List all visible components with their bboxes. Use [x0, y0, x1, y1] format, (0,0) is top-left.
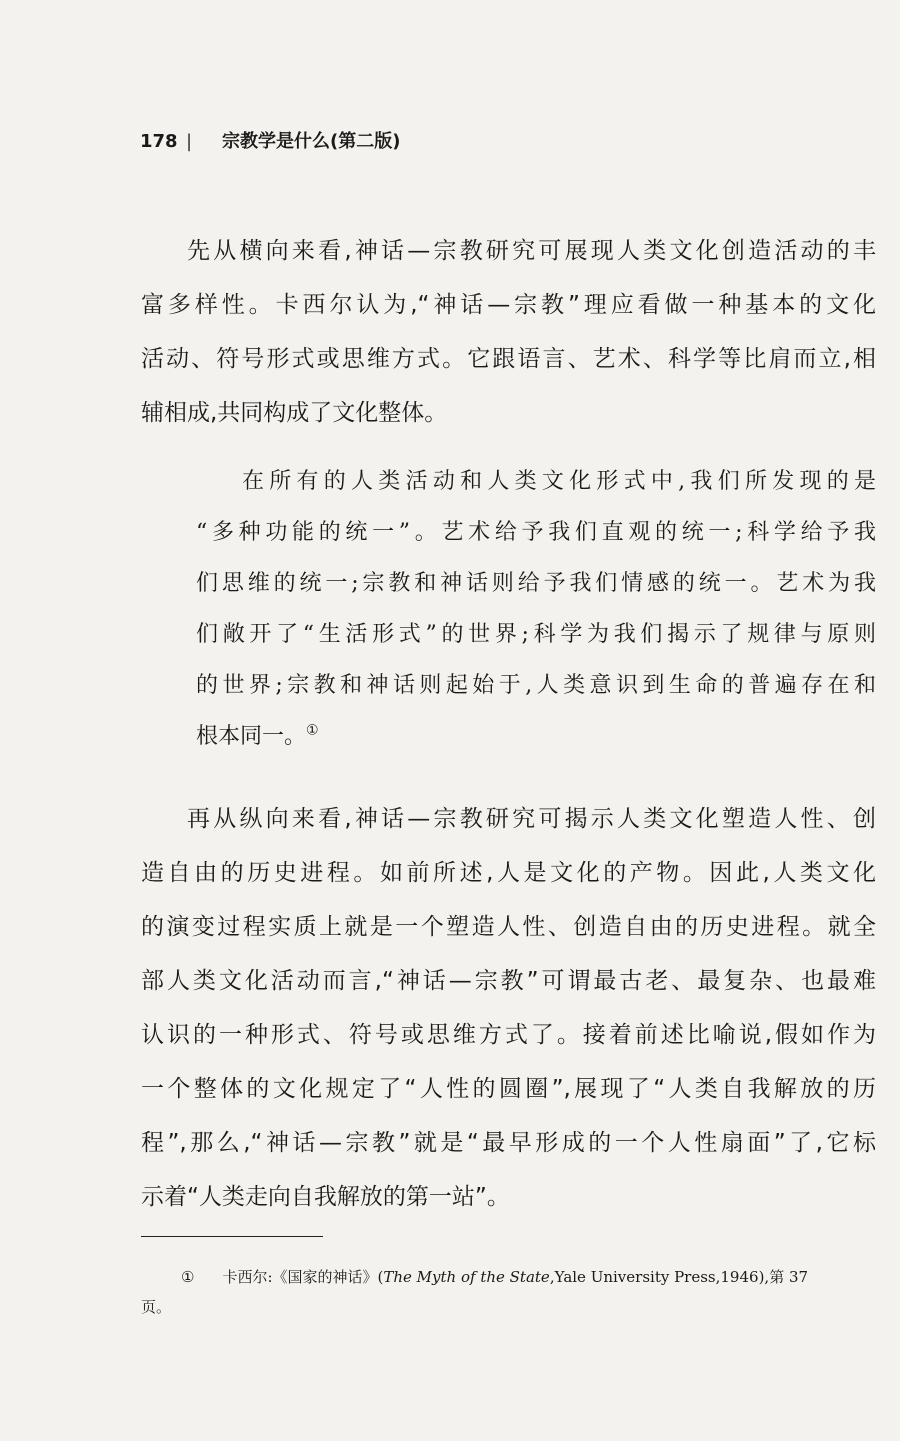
quote-line-final [196, 711, 876, 762]
paragraph-line: 辅相成,共同构成了文化整体。 [141, 400, 448, 426]
footnote [141, 1262, 876, 1322]
footnote-reference[interactable]: ① [306, 722, 319, 739]
footnote-text-after: ,Yale University Press,1946),第 37 [549, 1268, 809, 1286]
paragraph-line: 的演变过程实质上就是一个塑造人性、创造自由的历史进程。就全 [141, 914, 876, 940]
running-header [140, 128, 400, 156]
footnote-line-1 [141, 1262, 876, 1292]
footnote-marker: ① [181, 1268, 195, 1286]
paragraph-2 [141, 792, 876, 1224]
paragraph-line: 先从横向来看,神话—宗教研究可展现人类文化创造活动的丰 [187, 238, 876, 264]
header-separator: | [186, 131, 193, 152]
footnote-divider [141, 1236, 323, 1237]
paragraph-line: 富多样性。卡西尔认为,“神话—宗教”理应看做一种基本的文化 [141, 292, 876, 318]
block-quote [196, 456, 876, 762]
paragraph-line: 造自由的历史进程。如前所述,人是文化的产物。因此,人类文化 [141, 860, 876, 886]
quote-line: “多种功能的统一”。艺术给予我们直观的统一;科学给予我 [196, 520, 876, 545]
page-number: 178 [140, 131, 178, 152]
quote-line: 们思维的统一;宗教和神话则给予我们情感的统一。艺术为我 [196, 571, 876, 596]
footnote-line-2: 页。 [141, 1298, 172, 1316]
paragraph-1 [141, 224, 876, 440]
paragraph-line: 活动、符号形式或思维方式。它跟语言、艺术、科学等比肩而立,相 [141, 346, 876, 372]
quote-line: 们敞开了“生活形式”的世界;科学为我们揭示了规律与原则 [196, 622, 876, 647]
paragraph-line: 示着“人类走向自我解放的第一站”。 [141, 1184, 510, 1210]
quote-line: 在所有的人类活动和人类文化形式中,我们所发现的是 [242, 469, 876, 494]
footnote-text-before: 卡西尔:《国家的神话》( [222, 1268, 384, 1286]
paragraph-line: 一个整体的文化规定了“人性的圆圈”,展现了“人类自我解放的历 [141, 1076, 876, 1102]
paragraph-line: 程”,那么,“神话—宗教”就是“最早形成的一个人性扇面”了,它标 [141, 1130, 876, 1156]
book-title: 宗教学是什么(第二版) [222, 131, 401, 152]
footnote-italic-title: The Myth of the State [383, 1268, 550, 1286]
quote-line: 的世界;宗教和神话则起始于,人类意识到生命的普遍存在和 [196, 673, 876, 698]
paragraph-line: 部人类文化活动而言,“神话—宗教”可谓最古老、最复杂、也最难 [141, 968, 876, 994]
paragraph-line: 再从纵向来看,神话—宗教研究可揭示人类文化塑造人性、创 [187, 806, 876, 832]
paragraph-line: 认识的一种形式、符号或思维方式了。接着前述比喻说,假如作为 [141, 1022, 876, 1048]
quote-line-text: 根本同一。 [196, 724, 307, 749]
